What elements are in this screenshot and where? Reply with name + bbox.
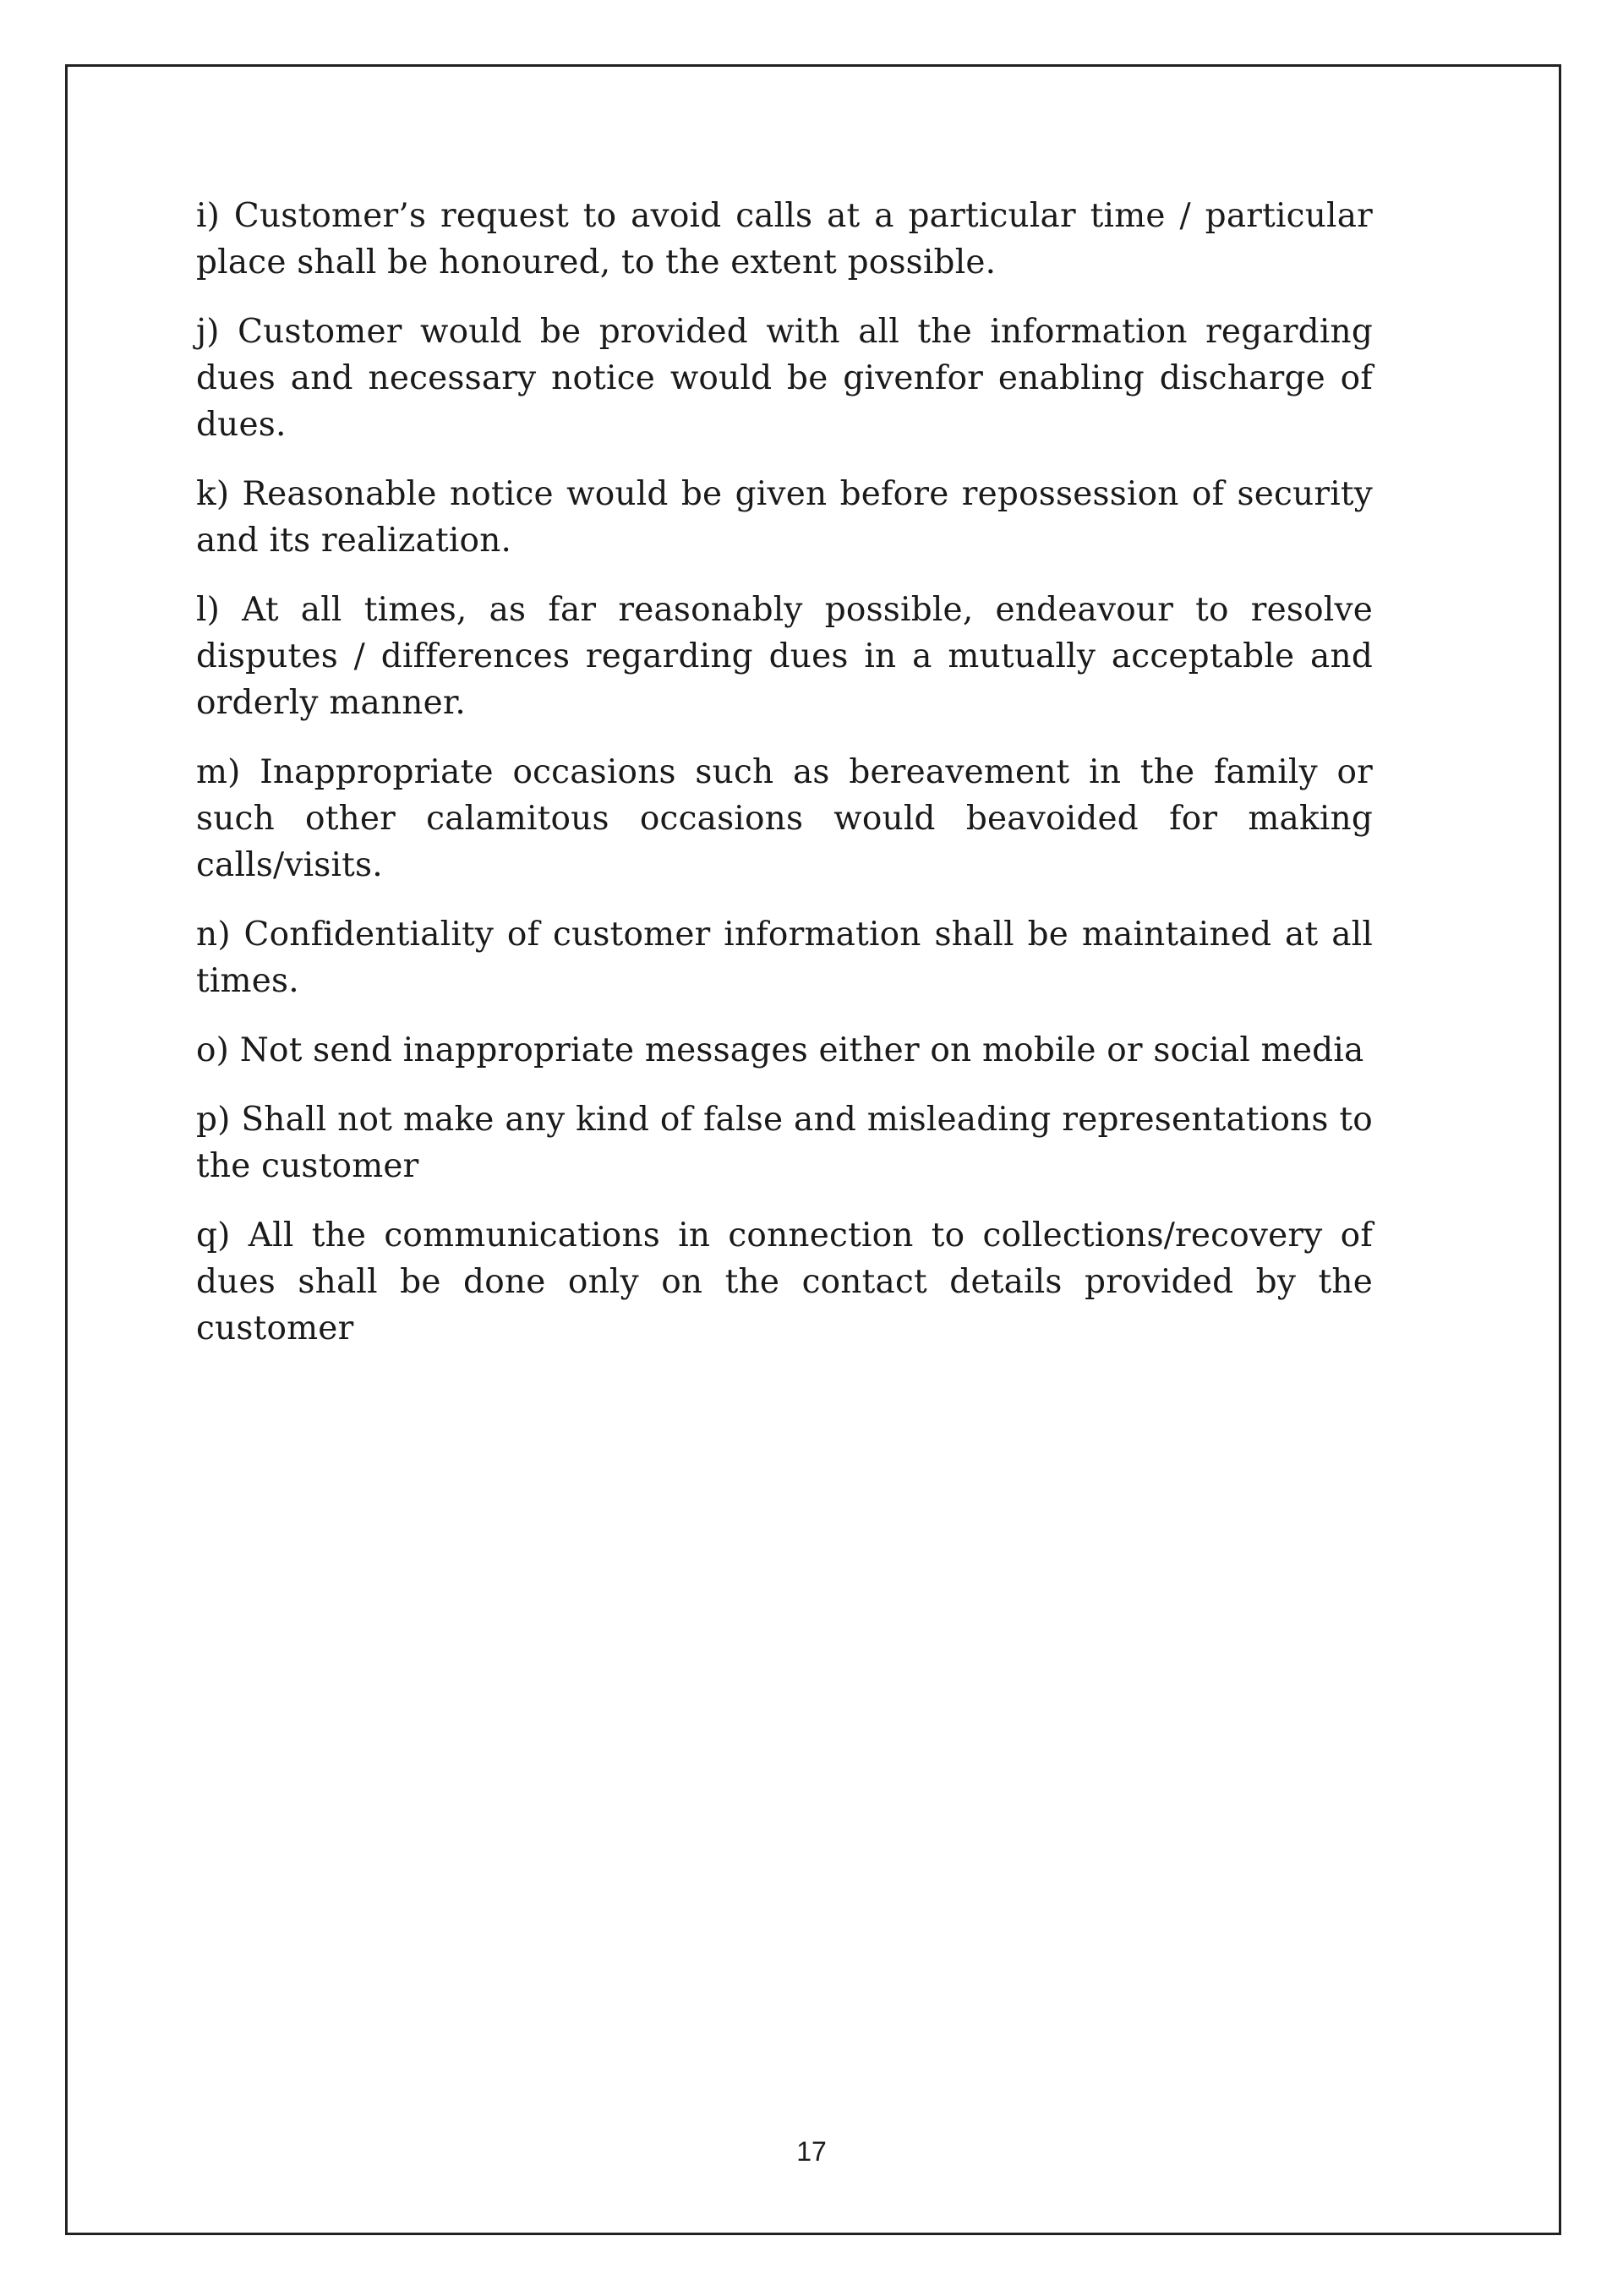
clause-j: j) Customer would be provided with all the information regarding dues and necessary notice would be givenfor enabling discharge of dues. [196,313,1373,444]
clause-l: l) At all times, as far reasonably possible, endeavour to resolve disputes / differences regarding dues in a mutually acceptable and orderly manner. [196,591,1373,722]
document-body [196,193,1373,1375]
clause-n: n) Confidentiality of customer information shall be maintained at all times. [196,916,1373,1000]
clause-m: m) Inappropriate occasions such as bereavement in the family or such other calamitous occasions would beavoided for making calls/visits. [196,753,1373,884]
clause-p: p) Shall not make any kind of false and misleading representations to the customer [196,1101,1373,1185]
page-number: 17 [796,2136,827,2167]
clause-o: o) Not send inappropriate messages either on mobile or social media [196,1031,1364,1069]
clause-q: q) All the communications in connection to collections/recovery of dues shall be done only on the contact details provided by the customer [196,1216,1373,1348]
clause-i: i) Customer’s request to avoid calls at a particular time / particular place shall be honoured, to the extent possible. [196,197,1373,282]
clause-k: k) Reasonable notice would be given before repossession of security and its realization. [196,475,1373,560]
